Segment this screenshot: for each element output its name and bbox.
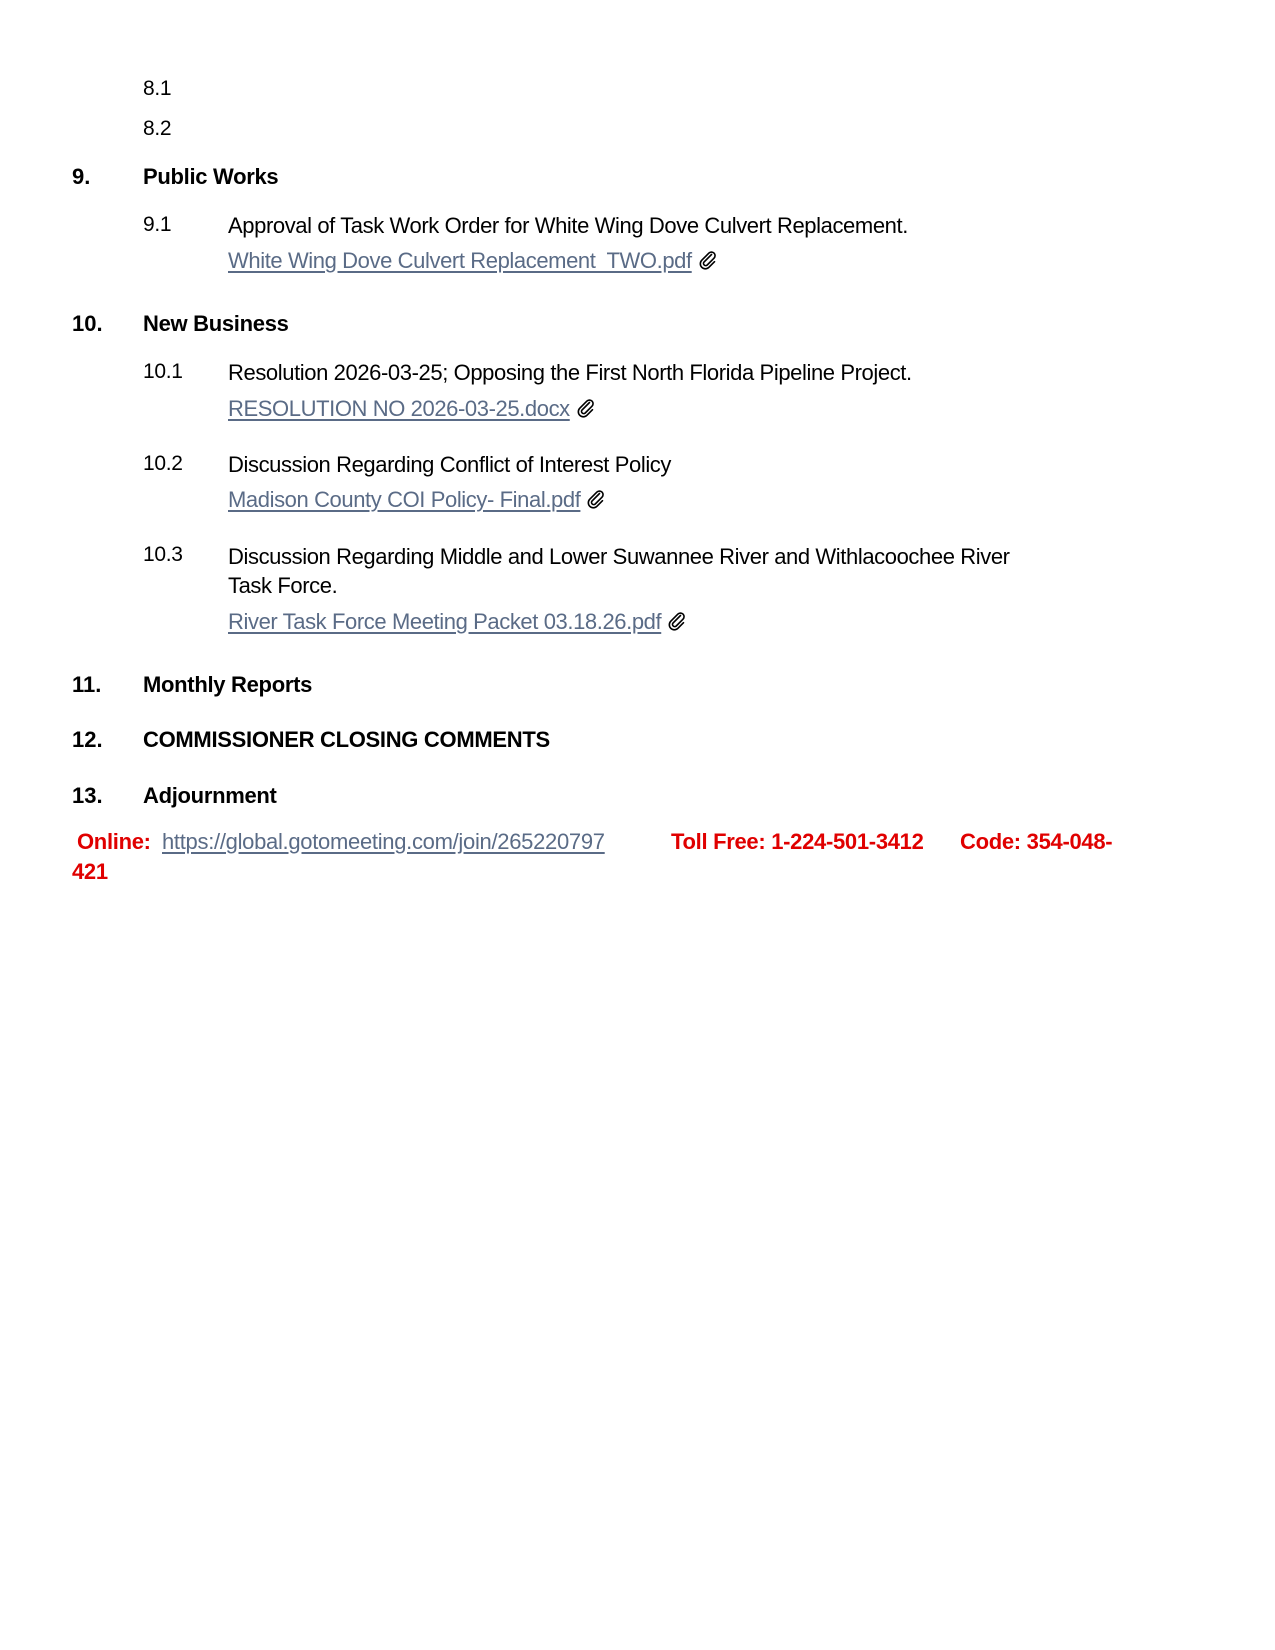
section-number: 13. [72, 783, 103, 808]
attachment-link[interactable]: River Task Force Meeting Packet 03.18.26.pdf [228, 609, 662, 634]
item-text-line-1: Discussion Regarding Middle and Lower Suwannee River and Withlacoochee River [228, 544, 1010, 569]
paperclip-icon [586, 489, 606, 509]
meeting-url-link[interactable]: https://global.gotomeeting.com/join/265220797 [162, 829, 605, 854]
item-text: Resolution 2026-03-25; Opposing the First North Florida Pipeline Project. [228, 360, 912, 385]
item-number: 10.2 [143, 452, 183, 475]
attachment-link[interactable]: Madison County COI Policy- Final.pdf [228, 487, 581, 512]
item-text: Approval of Task Work Order for White Wing Dove Culvert Replacement. [228, 213, 908, 238]
item-number-8-1: 8.1 [143, 77, 172, 100]
paperclip-icon [667, 611, 687, 631]
item-number-8-2: 8.2 [143, 117, 172, 140]
paperclip-icon [576, 398, 596, 418]
section-number: 10. [72, 311, 103, 336]
section-number: 11. [72, 672, 102, 697]
item-text: Discussion Regarding Conflict of Interest Policy [228, 452, 672, 477]
access-code: Code: 354-048- [960, 829, 1113, 854]
online-label: Online: [77, 829, 151, 854]
attachment-link[interactable]: RESOLUTION NO 2026-03-25.docx [228, 396, 570, 421]
section-title: Monthly Reports [143, 672, 313, 697]
attachment-link[interactable]: White Wing Dove Culvert Replacement TWO.pdf [228, 248, 692, 273]
item-text-line-2: Task Force. [228, 573, 338, 598]
toll-free-number: Toll Free: 1-224-501-3412 [671, 829, 924, 854]
section-title: Adjournment [143, 783, 277, 808]
access-code-continued: 421 [72, 859, 108, 884]
section-number: 12. [72, 727, 103, 752]
item-number: 10.3 [143, 543, 183, 566]
section-number: 9. [72, 164, 91, 189]
paperclip-icon [698, 250, 718, 270]
item-number: 9.1 [143, 213, 172, 236]
section-title: COMMISSIONER CLOSING COMMENTS [143, 727, 550, 752]
section-title: New Business [143, 311, 289, 336]
item-number: 10.1 [143, 360, 183, 383]
section-title: Public Works [143, 164, 279, 189]
